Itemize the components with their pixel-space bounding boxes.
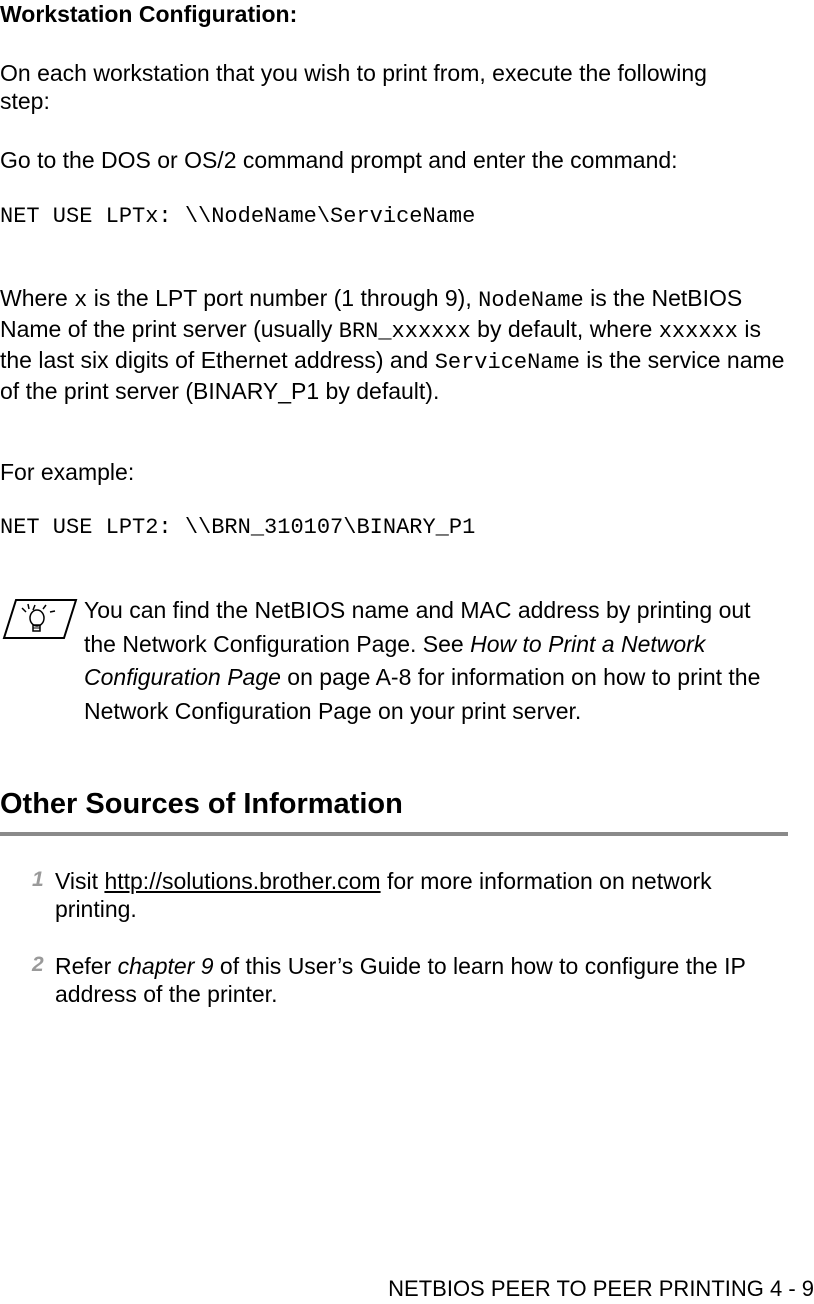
code-x: x	[74, 288, 88, 313]
note-reference: How to Print a Network Configuration Page	[84, 630, 706, 690]
code-brn: BRN_xxxxxx	[338, 319, 471, 344]
example-label: For example:	[0, 459, 135, 485]
chapter-reference: chapter 9	[117, 953, 214, 979]
list-number: 2	[32, 953, 44, 976]
code-xxxxxx: xxxxxx	[658, 319, 738, 344]
section-divider	[0, 832, 788, 836]
code-nodename: NodeName	[478, 288, 584, 313]
command-line: NET USE LPTx: \\NodeName\ServiceName	[0, 204, 476, 229]
list-item: Refer chapter 9 of this User’s Guide to learn how to configure the IP address of the printer.	[55, 953, 746, 1007]
list-item: Visit http://solutions.brother.com for more information on network printing.	[55, 868, 712, 922]
note-text: You can find the NetBIOS name and MAC address by printing out the Network Configuration Page. See How to Print a Network Configuration Page on page A-8 for information on how to print the Network Configuration Page on your print server.	[84, 597, 761, 724]
list-number: 1	[32, 868, 44, 891]
note-icon	[2, 594, 78, 651]
section-heading: Workstation Configuration:	[0, 1, 298, 27]
where-paragraph: Where x is the LPT port number (1 through 9), NodeName is the NetBIOS Name of the print server (usually BRN_xxxxxx by default, where xxxxxx is the last six digits of Ethernet address) and ServiceName is the service name of the print server (BINARY_P1 by default).	[0, 285, 785, 404]
example-command: NET USE LPT2: \\BRN_310107\BINARY_P1	[0, 515, 476, 540]
code-servicename: ServiceName	[434, 350, 580, 375]
solutions-link[interactable]: http://solutions.brother.com	[104, 868, 381, 894]
section-title: Other Sources of Information	[0, 788, 403, 820]
instruction-paragraph: Go to the DOS or OS/2 command prompt and enter the command:	[0, 147, 678, 173]
page-footer: NETBIOS PEER TO PEER PRINTING 4 - 9	[388, 1276, 814, 1301]
intro-paragraph: On each workstation that you wish to print from, execute the following step:	[0, 60, 707, 114]
